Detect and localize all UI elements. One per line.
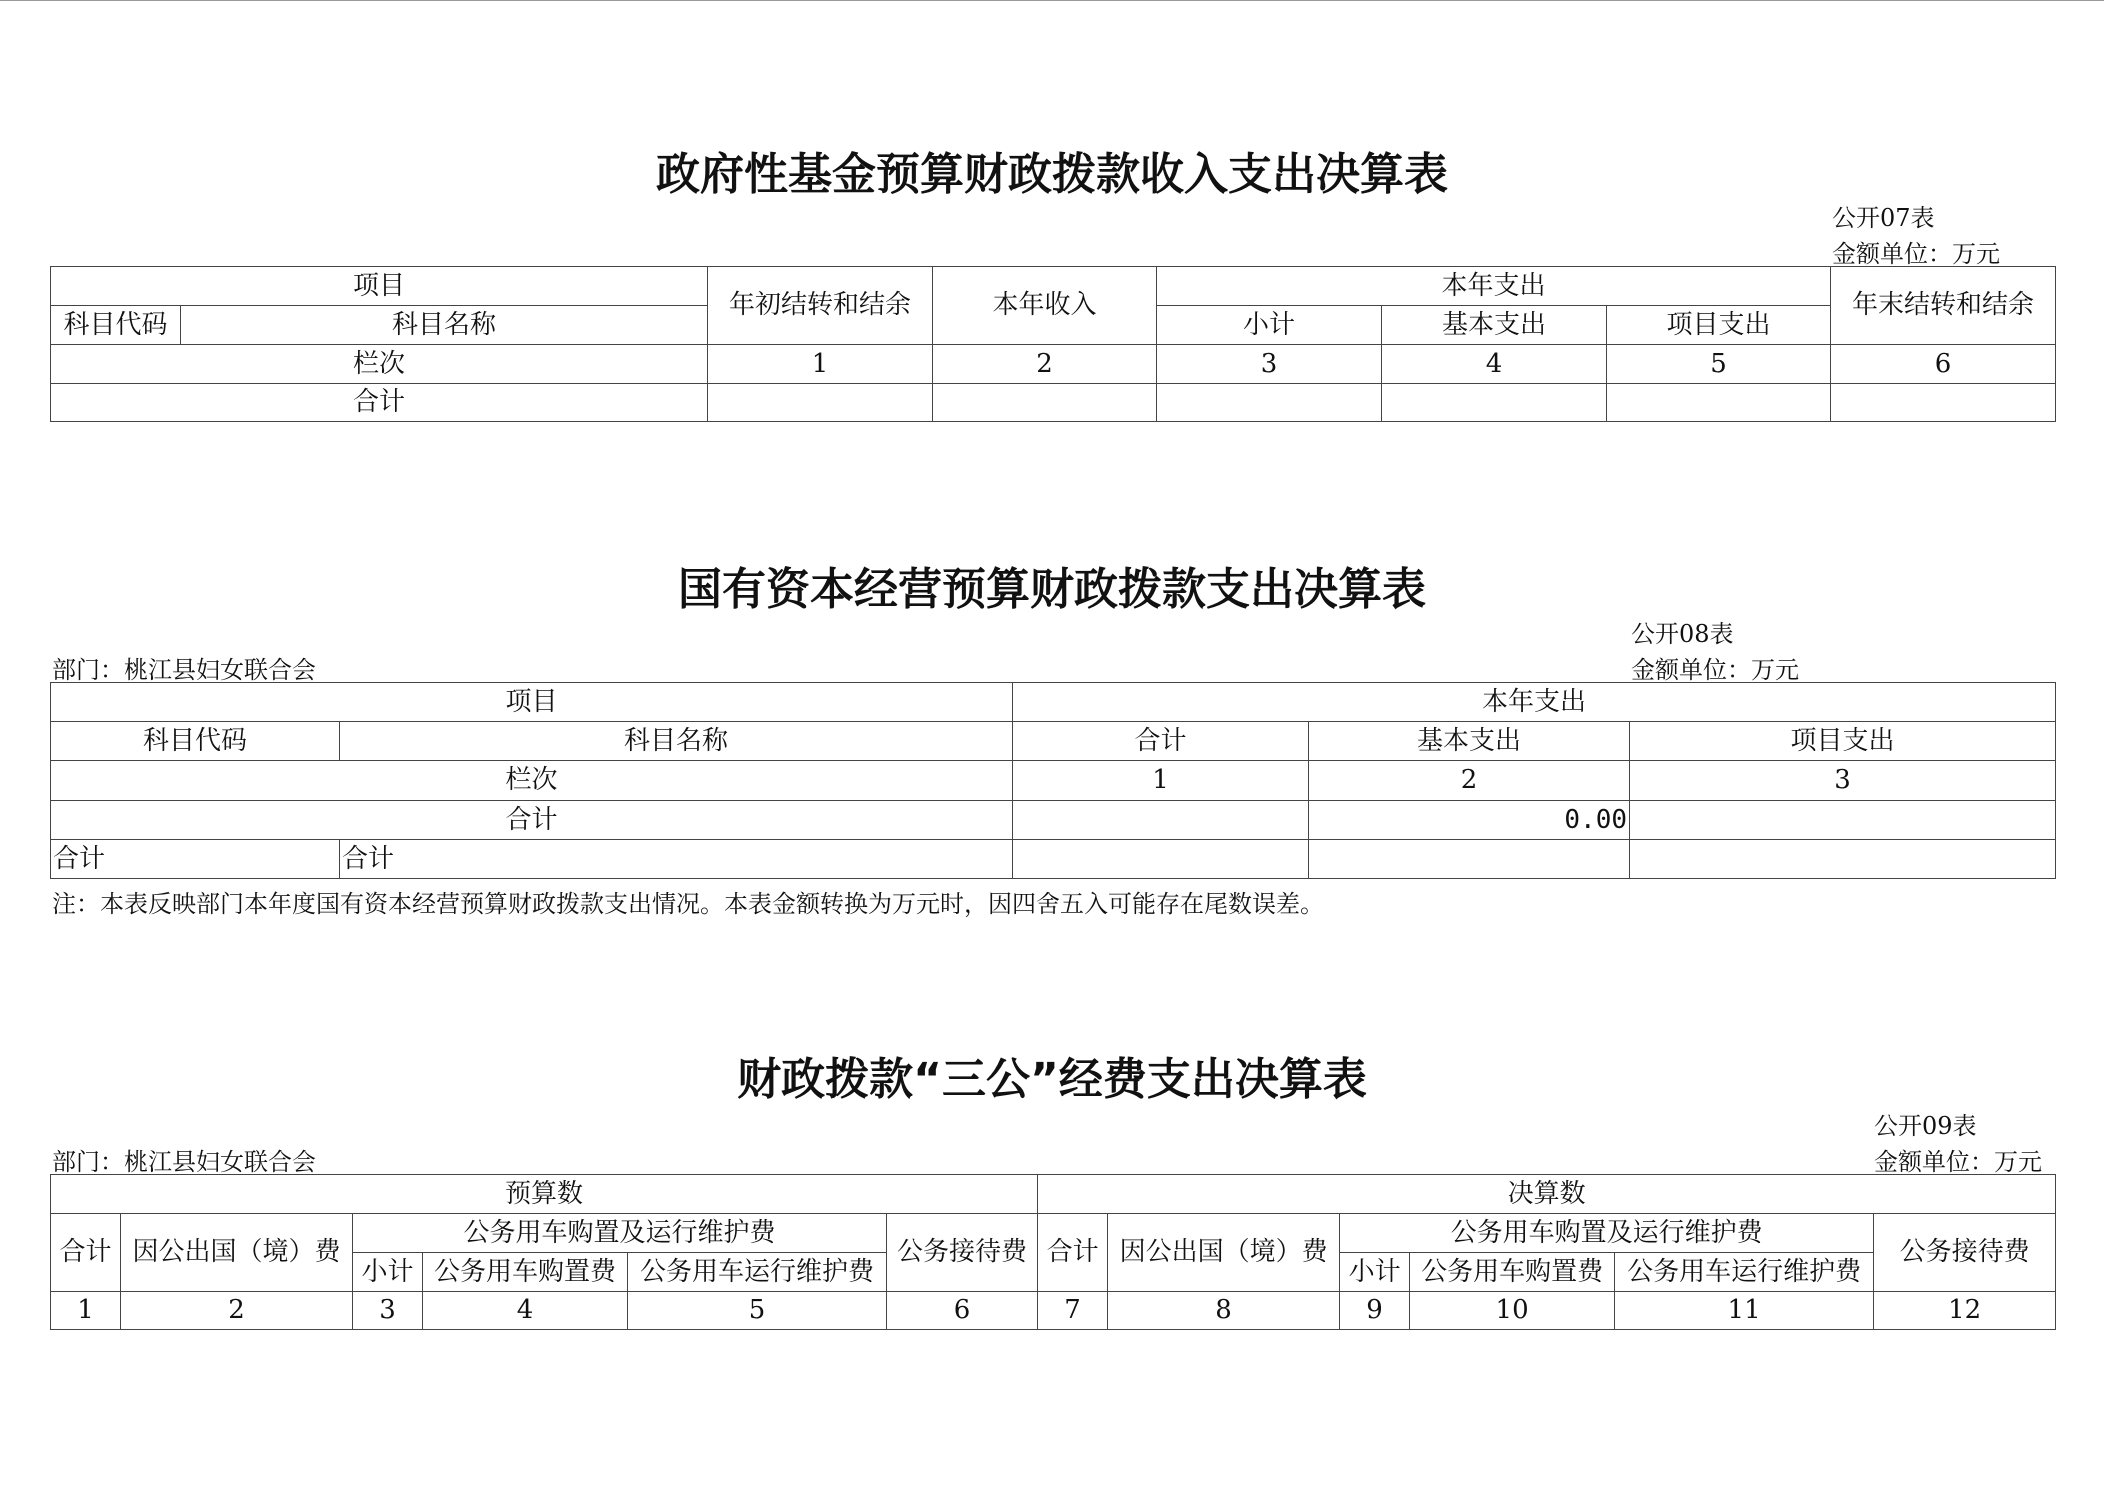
- table2-header-expense: 本年支出: [1013, 683, 2056, 722]
- table3-header-reception: 公务接待费: [887, 1214, 1038, 1292]
- table3-col-num: 9: [1340, 1292, 1410, 1330]
- page-top-border: [0, 0, 2104, 1]
- table2-index-label: 栏次: [51, 761, 1013, 801]
- table3-header-subtotal: 小计: [353, 1253, 423, 1292]
- table1-col-num: 1: [708, 345, 933, 384]
- table1-total-row: [51, 384, 2056, 422]
- table3-department: 部门：桃江县妇女联合会: [52, 1148, 316, 1176]
- table3-col-num: 1: [51, 1292, 121, 1330]
- table2-col-num: 3: [1630, 761, 2056, 801]
- table2-header-name: 科目名称: [340, 722, 1013, 761]
- table1-header-start-balance: 年初结转和结余: [708, 267, 933, 345]
- table3-header-vehicle-buy: 公务用车购置费: [1410, 1253, 1615, 1292]
- table3-col-num: 10: [1410, 1292, 1615, 1330]
- table1-header-item: 项目支出: [1607, 306, 1831, 345]
- table3-header-vehicle-run: 公务用车运行维护费: [1615, 1253, 1874, 1292]
- table1-col-num: 2: [933, 345, 1157, 384]
- table2-header-item: 项目支出: [1630, 722, 2056, 761]
- table2-row-cell: [1309, 840, 1630, 879]
- table2-col-num: 1: [1013, 761, 1309, 801]
- table1-header-basic: 基本支出: [1382, 306, 1607, 345]
- table1-col-num: 5: [1607, 345, 1831, 384]
- table2-data-row: [51, 840, 2056, 879]
- table2-row-cell: [1630, 840, 2056, 879]
- table3-header-vehicle: 公务用车购置及运行维护费: [1340, 1214, 1874, 1253]
- table2-row-code: 合计: [51, 840, 340, 879]
- table2-state-capital: [50, 682, 2056, 879]
- table1-total-cell: [933, 384, 1157, 422]
- table3-index-row: [51, 1292, 2056, 1330]
- table2-index-row: [51, 761, 2056, 801]
- table1-total-cell: [1607, 384, 1831, 422]
- table3-header-budget: 预算数: [51, 1175, 1038, 1214]
- table3-amount-unit: 金额单位：万元: [1874, 1148, 2042, 1176]
- table1-header-project: 项目: [51, 267, 708, 306]
- table1-total-label: 合计: [51, 384, 708, 422]
- table3-col-num: 8: [1108, 1292, 1340, 1330]
- table3-header-abroad: 因公出国（境）费: [121, 1214, 353, 1292]
- table3-col-num: 4: [423, 1292, 628, 1330]
- table1-header-end-balance: 年末结转和结余: [1831, 267, 2056, 345]
- table1-col-num: 3: [1157, 345, 1382, 384]
- table2-amount-unit: 金额单位：万元: [1631, 656, 1799, 684]
- table1-title: 政府性基金预算财政拨款收入支出决算表: [656, 149, 1448, 200]
- table1-header-name: 科目名称: [181, 306, 708, 345]
- table2-total-cell: [1013, 801, 1309, 840]
- table1-total-cell: [708, 384, 933, 422]
- table3-header-final: 决算数: [1038, 1175, 2056, 1214]
- table3-col-num: 7: [1038, 1292, 1108, 1330]
- table1-amount-unit: 金额单位：万元: [1832, 240, 2000, 268]
- table3-title: 财政拨款“三公”经费支出决算表: [737, 1054, 1367, 1105]
- table2-form-number: 公开08表: [1631, 620, 1734, 648]
- table3-header-total: 合计: [1038, 1214, 1108, 1292]
- table1-header-income: 本年收入: [933, 267, 1157, 345]
- table3-form-number: 公开09表: [1874, 1112, 1977, 1140]
- table1-total-cell: [1831, 384, 2056, 422]
- table1-header-subtotal: 小计: [1157, 306, 1382, 345]
- table2-note: 注：本表反映部门本年度国有资本经营预算财政拨款支出情况。本表金额转换为万元时，因四舍五入可能存在尾数误差。: [52, 890, 1324, 918]
- table1-col-num: 6: [1831, 345, 2056, 384]
- table2-total-cell: 0.00: [1309, 801, 1630, 840]
- table3-three-public: [50, 1174, 2056, 1330]
- table1-index-row: [51, 345, 2056, 384]
- table3-col-num: 2: [121, 1292, 353, 1330]
- table3-header-total: 合计: [51, 1214, 121, 1292]
- table1-header-expense: 本年支出: [1157, 267, 1831, 306]
- table1-col-num: 4: [1382, 345, 1607, 384]
- table3-header-vehicle: 公务用车购置及运行维护费: [353, 1214, 887, 1253]
- table2-row-name: 合计: [340, 840, 1013, 879]
- table3-col-num: 5: [628, 1292, 887, 1330]
- table2-header-project: 项目: [51, 683, 1013, 722]
- table2-header-code: 科目代码: [51, 722, 340, 761]
- table1-total-cell: [1157, 384, 1382, 422]
- table2-total-row: [51, 801, 2056, 840]
- table3-col-num: 6: [887, 1292, 1038, 1330]
- table3-col-num: 11: [1615, 1292, 1874, 1330]
- table3-header-reception: 公务接待费: [1874, 1214, 2056, 1292]
- table2-total-label: 合计: [51, 801, 1013, 840]
- table3-col-num: 12: [1874, 1292, 2056, 1330]
- table1-form-number: 公开07表: [1832, 204, 1935, 232]
- table3-header-vehicle-run: 公务用车运行维护费: [628, 1253, 887, 1292]
- table1-fund-budget: [50, 266, 2056, 422]
- table1-total-cell: [1382, 384, 1607, 422]
- table1-index-label: 栏次: [51, 345, 708, 384]
- table2-row-cell: [1013, 840, 1309, 879]
- table1-header-code: 科目代码: [51, 306, 181, 345]
- table3-header-abroad: 因公出国（境）费: [1108, 1214, 1340, 1292]
- table2-header-total: 合计: [1013, 722, 1309, 761]
- table2-title: 国有资本经营预算财政拨款支出决算表: [678, 564, 1426, 615]
- table2-header-basic: 基本支出: [1309, 722, 1630, 761]
- table2-col-num: 2: [1309, 761, 1630, 801]
- table2-total-cell: [1630, 801, 2056, 840]
- table2-department: 部门：桃江县妇女联合会: [52, 656, 316, 684]
- table3-col-num: 3: [353, 1292, 423, 1330]
- table3-header-vehicle-buy: 公务用车购置费: [423, 1253, 628, 1292]
- table3-header-subtotal: 小计: [1340, 1253, 1410, 1292]
